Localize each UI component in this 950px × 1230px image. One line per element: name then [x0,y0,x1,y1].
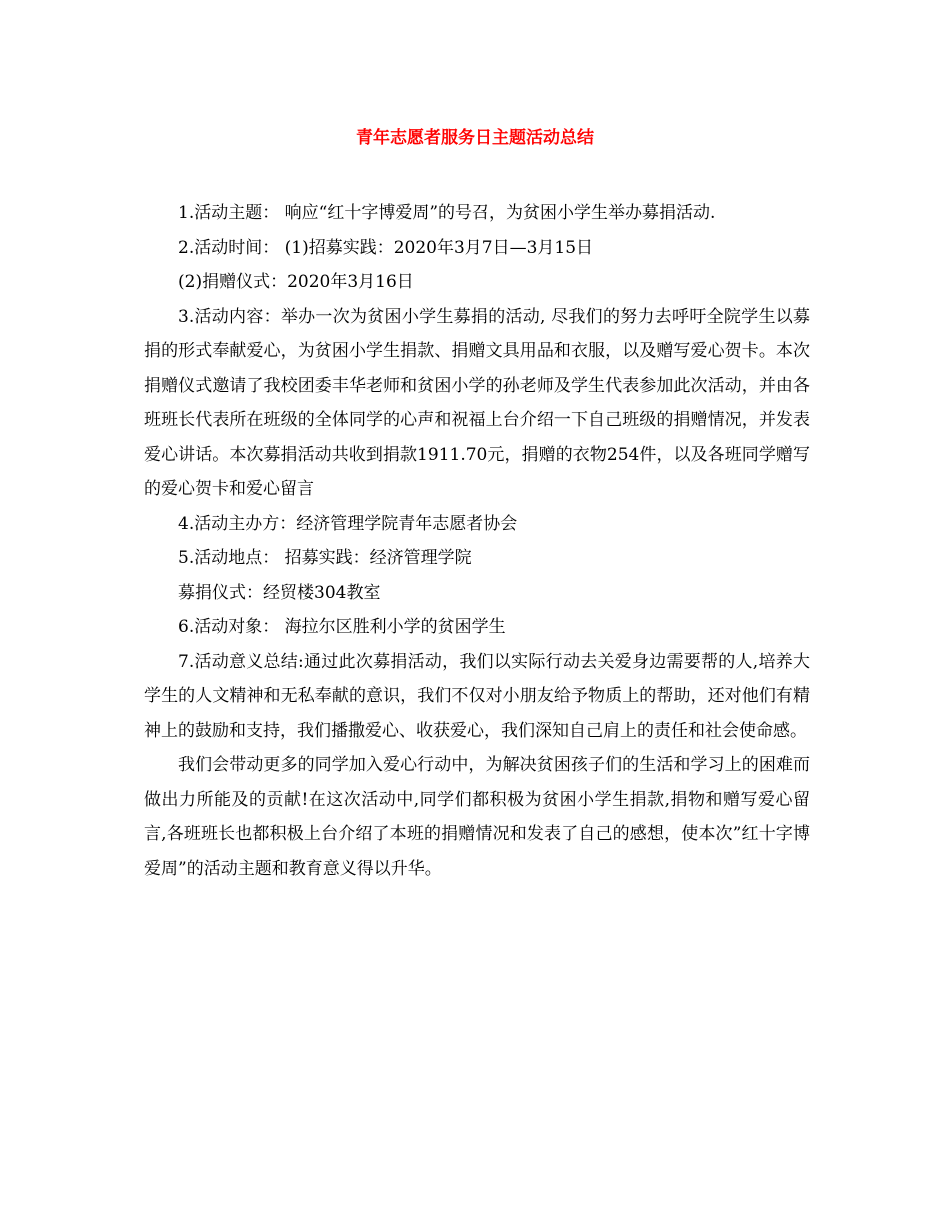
paragraph-activity-location: 5.活动地点： 招募实践：经济管理学院 [178,548,472,568]
paragraph-activity-content: 3.活动内容：举办一次为贫困小学生募捐的活动, 尽我们的努力去呼吁全院学生以募捐的形式奉献爱心，为贫困小学生捐款、捐赠文具用品和衣服，以及赠写爱心贺卡。本次捐赠仪式邀请了我校团委丰华老师和贫困小学的孙老师及学生代表参加此次活动，并由各班班长代表所在班级的全体同学的心声和祝福上台介绍一下自己班级的捐赠情况，并发表爱心讲话。本次募捐活动共收到捐款1911.70元，捐赠的衣物254件，以及各班同学赠写的爱心贺卡和爱心留言 [144,306,810,499]
paragraph-activity-significance: 7.活动意义总结:通过此次募捐活动，我们以实际行动去关爱身边需要帮的人,培养大学生的人文精神和无私奉献的意识，我们不仅对小朋友给予物质上的帮助，还对他们有精神上的鼓励和支持，我们播撒爱心、收获爱心，我们深知自己肩上的责任和社会使命感。 [144,651,810,741]
paragraph-activity-target: 6.活动对象： 海拉尔区胜利小学的贫困学生 [178,617,506,637]
document-title: 青年志愿者服务日主题活动总结 [356,128,594,148]
paragraph-closing: 我们会带动更多的同学加入爱心行动中，为解决贫困孩子们的生活和学习上的困难而做出力所能及的贡献!在这次活动中,同学们都积极为贫困小学生捐款,捐物和赠写爱心留言,各班班长也都积极上台介绍了本班的捐赠情况和发表了自己的感想，使本次”红十字博爱周”的活动主题和教育意义得以升华。 [144,755,810,879]
paragraph-donation-ceremony-date: (2)捐赠仪式：2020年3月16日 [178,272,414,292]
document-body [144,196,810,886]
paragraph-ceremony-location: 募捐仪式：经贸楼304教室 [178,582,381,603]
paragraph-activity-time: 2.活动时间： (1)招募实践：2020年3月7日—3月15日 [178,237,594,258]
paragraph-activity-theme: 1.活动主题： 响应“红十字博爱周”的号召，为贫困小学生举办募捐活动. [178,203,716,223]
paragraph-organizer: 4.活动主办方：经济管理学院青年志愿者协会 [178,513,518,534]
